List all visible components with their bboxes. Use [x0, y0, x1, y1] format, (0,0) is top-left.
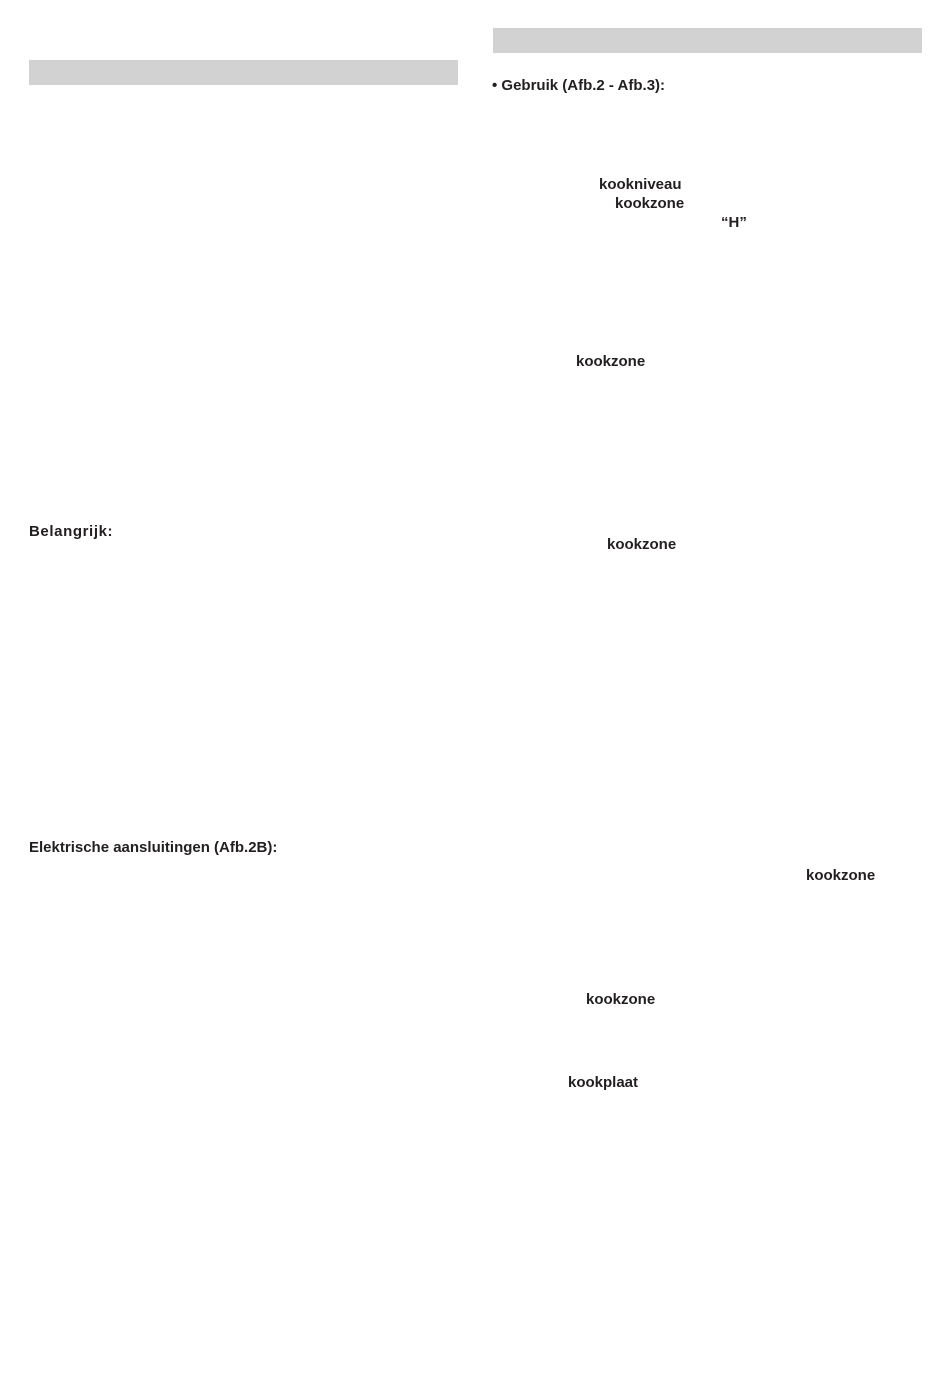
kookzone-term-4: kookzone	[806, 867, 876, 884]
kookzone-term-5: kookzone	[586, 991, 656, 1008]
kookzone-term-3: kookzone	[607, 536, 677, 553]
electrical-connections-heading: Elektrische aansluitingen (Afb.2B):	[29, 839, 278, 856]
h-symbol: “H”	[721, 214, 747, 231]
kookzone-term-2: kookzone	[576, 353, 646, 370]
left-section-header-bar	[29, 60, 458, 85]
usage-heading: • Gebruik (Afb.2 - Afb.3):	[492, 77, 666, 94]
kookniveau-term: kookniveau	[599, 176, 682, 193]
kookzone-term-1: kookzone	[615, 195, 685, 212]
right-section-header-bar	[493, 28, 922, 53]
kookplaat-term: kookplaat	[568, 1074, 639, 1091]
important-label: Belangrijk:	[29, 523, 114, 540]
